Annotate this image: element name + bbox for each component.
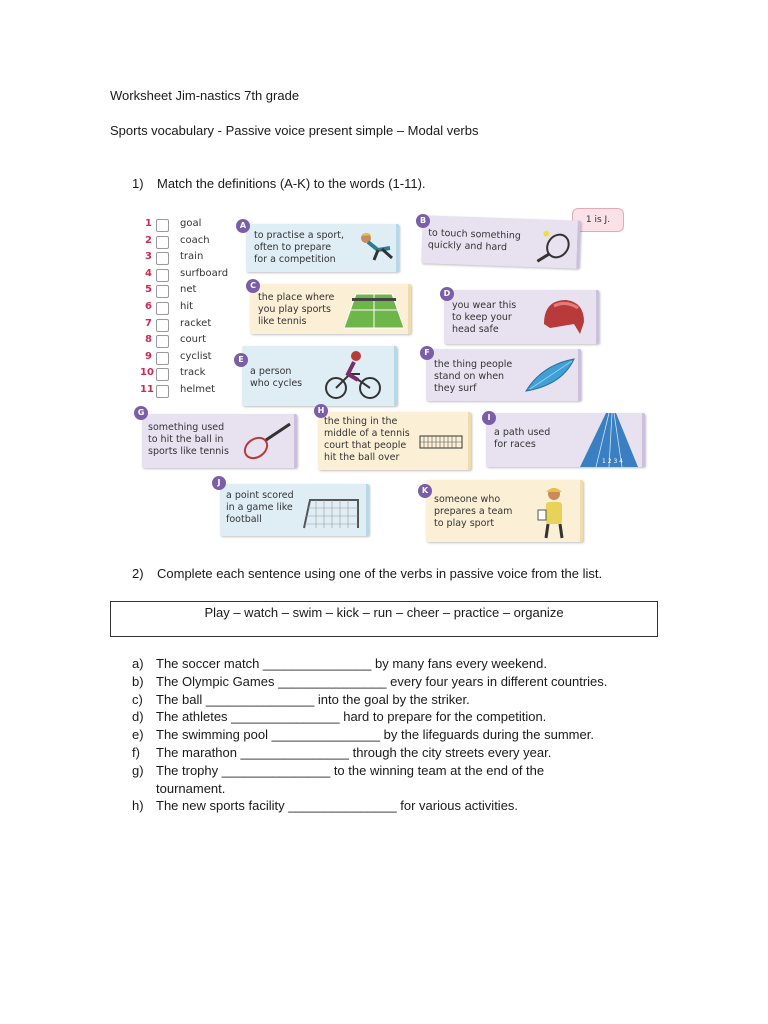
word-number: 2	[145, 234, 152, 246]
tennis-court-icon	[342, 290, 406, 330]
answer-checkbox[interactable]	[156, 319, 169, 332]
definition-text: the place where you play sports like tennis	[258, 292, 335, 327]
word-item	[140, 318, 250, 334]
word-label: cyclist	[180, 350, 212, 362]
definition-letter-j: J	[212, 476, 226, 490]
word-label: racket	[180, 317, 212, 329]
word-label: surfboard	[180, 267, 229, 279]
definition-letter-a: A	[236, 219, 250, 233]
exercise-icon	[356, 228, 396, 268]
word-number: 5	[145, 284, 152, 296]
definition-card-k	[426, 480, 583, 542]
word-item	[140, 367, 250, 383]
word-item	[140, 284, 250, 300]
definition-card-d	[444, 290, 599, 344]
answer-checkbox[interactable]	[156, 252, 169, 265]
word-label: net	[180, 284, 197, 296]
sentence-label: b)	[132, 673, 144, 689]
answer-checkbox[interactable]	[156, 236, 169, 249]
sentence-text[interactable]: The athletes _______________ hard to prepare for the competition.	[156, 709, 547, 725]
example-speech-bubble: 1 is J.	[572, 208, 624, 232]
word-label: hit	[180, 301, 194, 312]
definition-card-e	[242, 346, 397, 406]
word-label: train	[180, 251, 204, 263]
answer-checkbox[interactable]	[156, 302, 169, 315]
word-number: 8	[145, 334, 152, 346]
sentence-text: tournament.	[156, 780, 226, 796]
word-number: 3	[145, 251, 152, 263]
definition-letter-k: K	[418, 484, 432, 498]
word-label: helmet	[180, 384, 216, 395]
definition-text: a person who cycles	[250, 366, 303, 389]
word-item	[140, 218, 250, 234]
question-1-text: Match the definitions (A-K) to the words (1-11).	[157, 176, 426, 191]
racket-icon	[238, 420, 294, 464]
definition-text: something used to hit the ball in sports like tennis	[148, 422, 229, 457]
answer-checkbox[interactable]	[156, 335, 169, 348]
answer-checkbox[interactable]	[156, 219, 169, 232]
definition-letter-c: C	[246, 279, 260, 293]
sentence-label: h)	[132, 798, 144, 814]
sentence-label: g)	[132, 762, 144, 778]
word-number: 6	[145, 301, 152, 312]
question-2-number: 2)	[132, 566, 144, 581]
word-number: 10	[140, 367, 154, 379]
question-2-text: Complete each sentence using one of the verbs in passive voice from the list.	[157, 566, 603, 581]
answer-checkbox[interactable]	[156, 269, 169, 282]
verb-list: Play – watch – swim – kick – run – cheer – practice – organize	[204, 605, 564, 620]
word-item	[140, 235, 250, 251]
answer-checkbox[interactable]	[156, 352, 169, 365]
definition-card-f	[426, 349, 581, 401]
word-number: 4	[145, 267, 152, 279]
sentence-label: d)	[132, 709, 144, 725]
racket-hit-icon	[533, 227, 574, 264]
worksheet-subtitle: Sports vocabulary - Passive voice present simple – Modal verbs	[110, 123, 479, 138]
definition-text: a point scored in a game like football	[226, 490, 294, 525]
definition-text: to touch something quickly and hard	[427, 227, 522, 254]
sentence-text[interactable]: The swimming pool _______________ by the lifeguards during the summer.	[156, 727, 594, 743]
word-item	[140, 268, 250, 284]
word-number: 9	[145, 350, 152, 362]
word-number: 7	[145, 317, 152, 329]
definition-text: someone who prepares a team to play sport	[434, 494, 513, 529]
sentence-text[interactable]: The soccer match _______________ by many fans every weekend.	[156, 656, 547, 671]
definition-text: you wear this to keep your head safe	[452, 300, 517, 335]
sentence-label: e)	[132, 727, 144, 743]
track-icon	[576, 413, 640, 467]
answer-checkbox[interactable]	[156, 285, 169, 298]
definition-letter-d: D	[440, 287, 454, 301]
answer-checkbox[interactable]	[156, 385, 169, 398]
definition-card-c	[250, 284, 411, 334]
sentence-text[interactable]: The ball _______________ into the goal by the striker.	[156, 691, 470, 707]
net-icon	[418, 432, 464, 452]
word-label: court	[180, 334, 206, 346]
definition-text: a path used for races	[494, 427, 551, 450]
definition-letter-i: I	[482, 411, 496, 425]
word-number: 11	[140, 384, 154, 395]
question-1-number: 1)	[132, 176, 144, 191]
definition-text: the thing people stand on when they surf	[434, 359, 513, 394]
word-label: track	[180, 367, 206, 379]
surfboard-icon	[522, 355, 578, 395]
matching-exercise-figure	[118, 208, 638, 548]
definition-letter-f: F	[420, 346, 434, 360]
word-item	[140, 251, 250, 267]
sentence-label: a)	[132, 656, 144, 671]
definition-card-j	[220, 484, 369, 536]
sentence-text[interactable]: The new sports facility _______________ for various activities.	[156, 798, 519, 814]
word-label: coach	[180, 234, 210, 246]
word-item	[140, 334, 250, 350]
worksheet-title: Worksheet Jim-nastics 7th grade	[110, 88, 300, 103]
definition-text: to practise a sport, often to prepare for a competition	[254, 230, 344, 265]
definition-letter-b: B	[416, 214, 430, 228]
sentence-label: c)	[132, 691, 143, 707]
sentence-text[interactable]: The trophy _______________ to the winning team at the end of the	[156, 762, 545, 778]
word-item	[140, 384, 250, 400]
sentence-text[interactable]: The marathon _______________ through the city streets every year.	[156, 745, 552, 760]
definition-letter-e: E	[234, 353, 248, 367]
helmet-icon	[540, 294, 588, 340]
verb-list-box	[110, 601, 658, 637]
goal-icon	[300, 494, 362, 530]
word-label: goal	[180, 218, 202, 229]
word-item	[140, 301, 250, 317]
definition-card-g	[142, 414, 297, 468]
cyclist-icon	[324, 350, 384, 402]
sentence-label: f)	[132, 745, 140, 760]
definition-letter-h: H	[314, 404, 328, 418]
definition-card-i	[486, 413, 645, 467]
definition-card-a	[246, 224, 399, 272]
definition-card-h	[318, 412, 471, 470]
definition-text: the thing in the middle of a tennis court that people hit the ball over	[324, 416, 410, 463]
definition-card-b	[421, 215, 581, 268]
coach-icon	[534, 484, 574, 540]
word-number: 1	[145, 218, 152, 229]
definition-letter-g: G	[134, 406, 148, 420]
sentence-text[interactable]: The Olympic Games _______________ every four years in different countries.	[156, 673, 608, 689]
track-lanes-label: 1 2 3 4	[602, 458, 623, 465]
answer-checkbox[interactable]	[156, 368, 169, 381]
